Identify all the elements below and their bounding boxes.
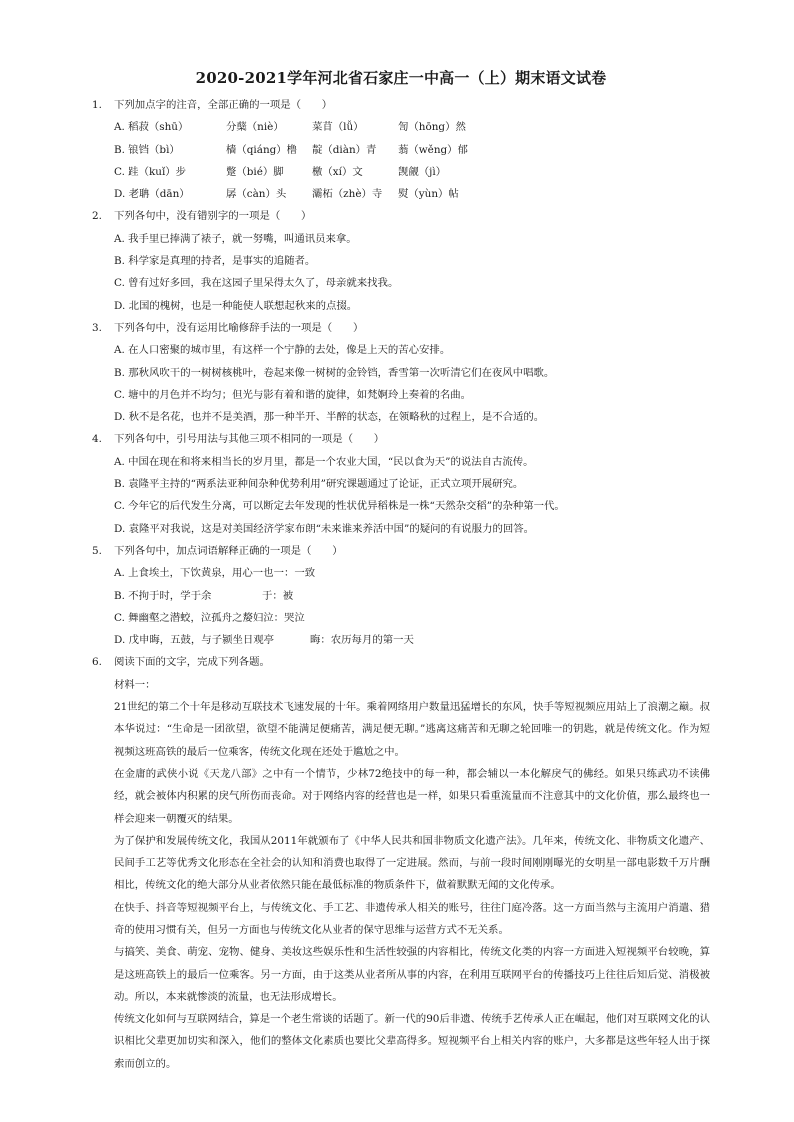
reading-section (92, 674, 710, 696)
question-stem-line (92, 205, 710, 227)
option-segment: 訇（hōng）然 (398, 121, 466, 134)
option-segment: 于：被 (262, 589, 294, 602)
option-D (114, 406, 710, 428)
option-segment: 熨（yùn）帖 (398, 188, 459, 201)
question-stem-line (92, 540, 710, 562)
option-segment: 灞柘（zhè）寺 (312, 188, 383, 201)
question-stem-line (92, 651, 710, 673)
option-segment: B. 那秋风吹干的一树树核桃叶，卷起来像一树树的金铃铛，香雪第一次听清它们在夜风中唱歌。 (114, 366, 555, 379)
material-label: 材料一： (114, 678, 156, 691)
option-segment: 孱（càn）头 (226, 188, 287, 201)
option-segment: 分蘖（niè） (226, 121, 284, 134)
option-A (114, 339, 710, 361)
option-B (114, 139, 710, 161)
question-2 (92, 205, 710, 316)
option-C (114, 272, 710, 294)
option-segment: B. 不拘于时，学于余 (114, 589, 212, 602)
question-3 (92, 317, 710, 428)
question-6 (92, 651, 710, 673)
option-segment: C. 跬（kuǐ）步 (114, 165, 187, 178)
option-segment: C. 曾有过好多回，我在这园子里呆得太久了，母亲就来找我。 (114, 277, 399, 290)
option-A (114, 562, 710, 584)
option-segment: B. 锒铛（bì） (114, 143, 180, 156)
option-segment: C. 舞幽壑之潜蛟，泣孤舟之嫠妇 (114, 611, 264, 624)
question-1 (92, 94, 710, 205)
question-stem: 下列加点字的注音，全部正确的一项是（ ） (114, 99, 333, 111)
option-segment: 蹩（bié）脚 (226, 165, 284, 178)
question-list (92, 94, 710, 674)
option-list (92, 116, 710, 205)
option-segment: D. 秋不是名花，也并不是美酒，那一种半开、半醉的状态，在领略秋的过程上，是不合适的。 (114, 411, 545, 424)
option-B (114, 362, 710, 384)
option-D (114, 295, 710, 317)
passage-paragraph: 传统文化如何与互联网结合，算是一个老生常谈的话题了。新一代的90后非遗、传统手艺传承人正在崛起，他们对互联网文化的认识相比父辈更加切实和深入，他们的整体文化素质也要比父辈高得多。短视频平台上相关内容的账户，大多都是这些年轻人出于探索而创立的。 (114, 1013, 710, 1070)
option-D (114, 183, 710, 205)
option-A (114, 451, 710, 473)
question-stem-line (92, 94, 710, 116)
question-number: 6. (92, 656, 102, 669)
option-segment: 觊觎（jì） (398, 165, 447, 178)
option-segment: A. 中国在现在和将来相当长的岁月里，都是一个农业大国，“民以食为天”的说法自古流传。 (114, 455, 534, 468)
question-5 (92, 540, 710, 651)
question-stem: 下列各句中，加点词语解释正确的一项是（ ） (114, 544, 343, 557)
passage-paragraph: 21世纪的第二个十年是移动互联技术飞速发展的十年。乘着网络用户数量迅猛增长的东风，快手等短视频应用站上了浪潮之巅。叔本华说过：“生命是一团欲望，欲望不能满足便痛苦，满足便无聊。”逃离这痛苦和无聊之轮回唯一的钥匙，就是传统文化。作为短视频这班高铁的最后一位乘客，传统文化现在还处于尴尬之中。 (114, 701, 710, 758)
question-stem: 下列各句中，引号用法与其他三项不相同的一项是（ ） (114, 433, 385, 446)
option-D (114, 518, 710, 540)
question-stem: 阅读下面的文字，完成下列各题。 (114, 656, 270, 669)
option-list (92, 562, 710, 651)
option-segment: 菜苜（lǚ） (312, 121, 364, 134)
reading-passage (114, 696, 710, 1075)
option-B (114, 250, 710, 272)
option-segment: C. 今年它的后代发生分离，可以断定去年发现的性状优异稻株是一株“天然杂交稻”的杂种第一代。 (114, 500, 565, 513)
passage-paragraph: 在金庸的武侠小说《天龙八部》之中有一个情节，少林72绝技中的每一种，都会辅以一本化解戾气的佛经。如果只练武功不读佛经，就会被体内积累的戾气所伤而丧命。对于网络内容的经营也是一样，如果只看重流量而不注意其中的文化价值，那么最终也一样会迎来一朝覆灭的结果。 (114, 767, 710, 825)
option-segment: D. 袁隆平对我说，这是对美国经济学家布朗“未来谁来养活中国”的疑问的有说服力的回答。 (114, 522, 535, 535)
option-list (92, 339, 710, 428)
option-C (114, 161, 710, 183)
option-B (114, 473, 710, 495)
question-stem-line (92, 428, 710, 450)
option-segment: A. 上食埃土，下饮黄泉，用心一也 (114, 567, 274, 580)
question-number: 3. (92, 321, 102, 334)
option-segment: A. 在人口密聚的城市里，有这样一个宁静的去处，像是上天的苦心安排。 (114, 344, 451, 357)
option-segment: 晦：农历每月的第一天 (310, 634, 414, 647)
option-segment: 泣：哭泣 (263, 611, 305, 624)
option-segment: D. 老聃（dān） (114, 188, 190, 201)
option-B (114, 585, 710, 607)
option-segment: 檄（xí）文 (312, 165, 363, 178)
option-segment: 蓊（wěng）郁 (398, 143, 468, 156)
option-list (92, 228, 710, 317)
question-stem-line (92, 317, 710, 339)
option-A (114, 228, 710, 250)
option-A (114, 116, 710, 138)
option-D (114, 629, 710, 651)
question-number: 4. (92, 433, 102, 446)
option-segment: D. 北国的槐树，也是一种能使人联想起秋来的点掇。 (114, 299, 358, 312)
option-C (114, 607, 710, 629)
option-C (114, 495, 710, 517)
passage-paragraph: 在快手、抖音等短视频平台上，与传统文化、手工艺、非遗传承人相关的账号，往往门庭冷落。这一方面当然与主流用户消遣、猎奇的使用习惯有关，但另一方面也与传统文化从业者的保守思维与运营方式不无关系。 (114, 901, 710, 936)
option-segment: 一：一致 (273, 567, 316, 580)
option-segment: C. 塘中的月色并不均匀；但光与影有着和谐的旋律，如梵婀玲上奏着的名曲。 (114, 388, 472, 401)
question-4 (92, 428, 710, 539)
passage-paragraph: 与搞笑、美食、萌宠、宠物、健身、美妆这些娱乐性和生活性较强的内容相比，传统文化类的内容一方面进入短视频平台较晚，算是这班高铁上的最后一位乘客。另一方面，由于这类从业者所从事的内容，在利用互联网平台的传播技巧上往往后知后觉、消极被动。所以，本来就惨淡的流量，也无法形成增长。 (114, 946, 710, 1003)
passage-paragraph: 为了保护和发展传统文化，我国从2011年就颁布了《中华人民共和国非物质文化遗产法》。几年来，传统文化、非物质文化遗产、民间手工艺等优秀文化形态在全社会的认知和消费也取得了一定进展。然而，与前一段时间刚刚曝光的女明星一部电影数千万片酬相比，传统文化的绝大部分从业者依然只能在最低标准的物质条件下，做着默默无闻的文化传承。 (114, 834, 710, 892)
option-segment: D. 戊申晦，五鼓，与子颍坐日观亭 (114, 634, 275, 647)
option-segment: B. 科学家是真理的持者，是事实的追随者。 (114, 255, 316, 268)
question-number: 2. (92, 210, 102, 223)
option-list (92, 451, 710, 540)
option-segment: B. 袁隆平主持的“两系法亚种间杂种优势利用”研究课题通过了论证，正式立项开展研究。 (114, 478, 524, 491)
option-C (114, 384, 710, 406)
question-stem: 下列各句中，没有错别字的一项是（ ） (114, 210, 312, 223)
question-stem: 下列各句中，没有运用比喻修辞手法的一项是（ ） (114, 321, 364, 334)
option-segment: A. 稻菽（shū） (114, 121, 189, 134)
question-number: 5. (92, 544, 102, 557)
option-segment: 樯（qiáng）橹 (226, 143, 298, 156)
page-title: 2020-2021学年河北省石家庄一中高一（上）期末语文试卷 (195, 69, 607, 87)
option-segment: 靛（diàn）青 (312, 143, 377, 156)
option-segment: A. 我手里已捧满了裱子，就一努嘴，叫通讯员来拿。 (114, 232, 357, 245)
question-number: 1. (92, 99, 102, 111)
